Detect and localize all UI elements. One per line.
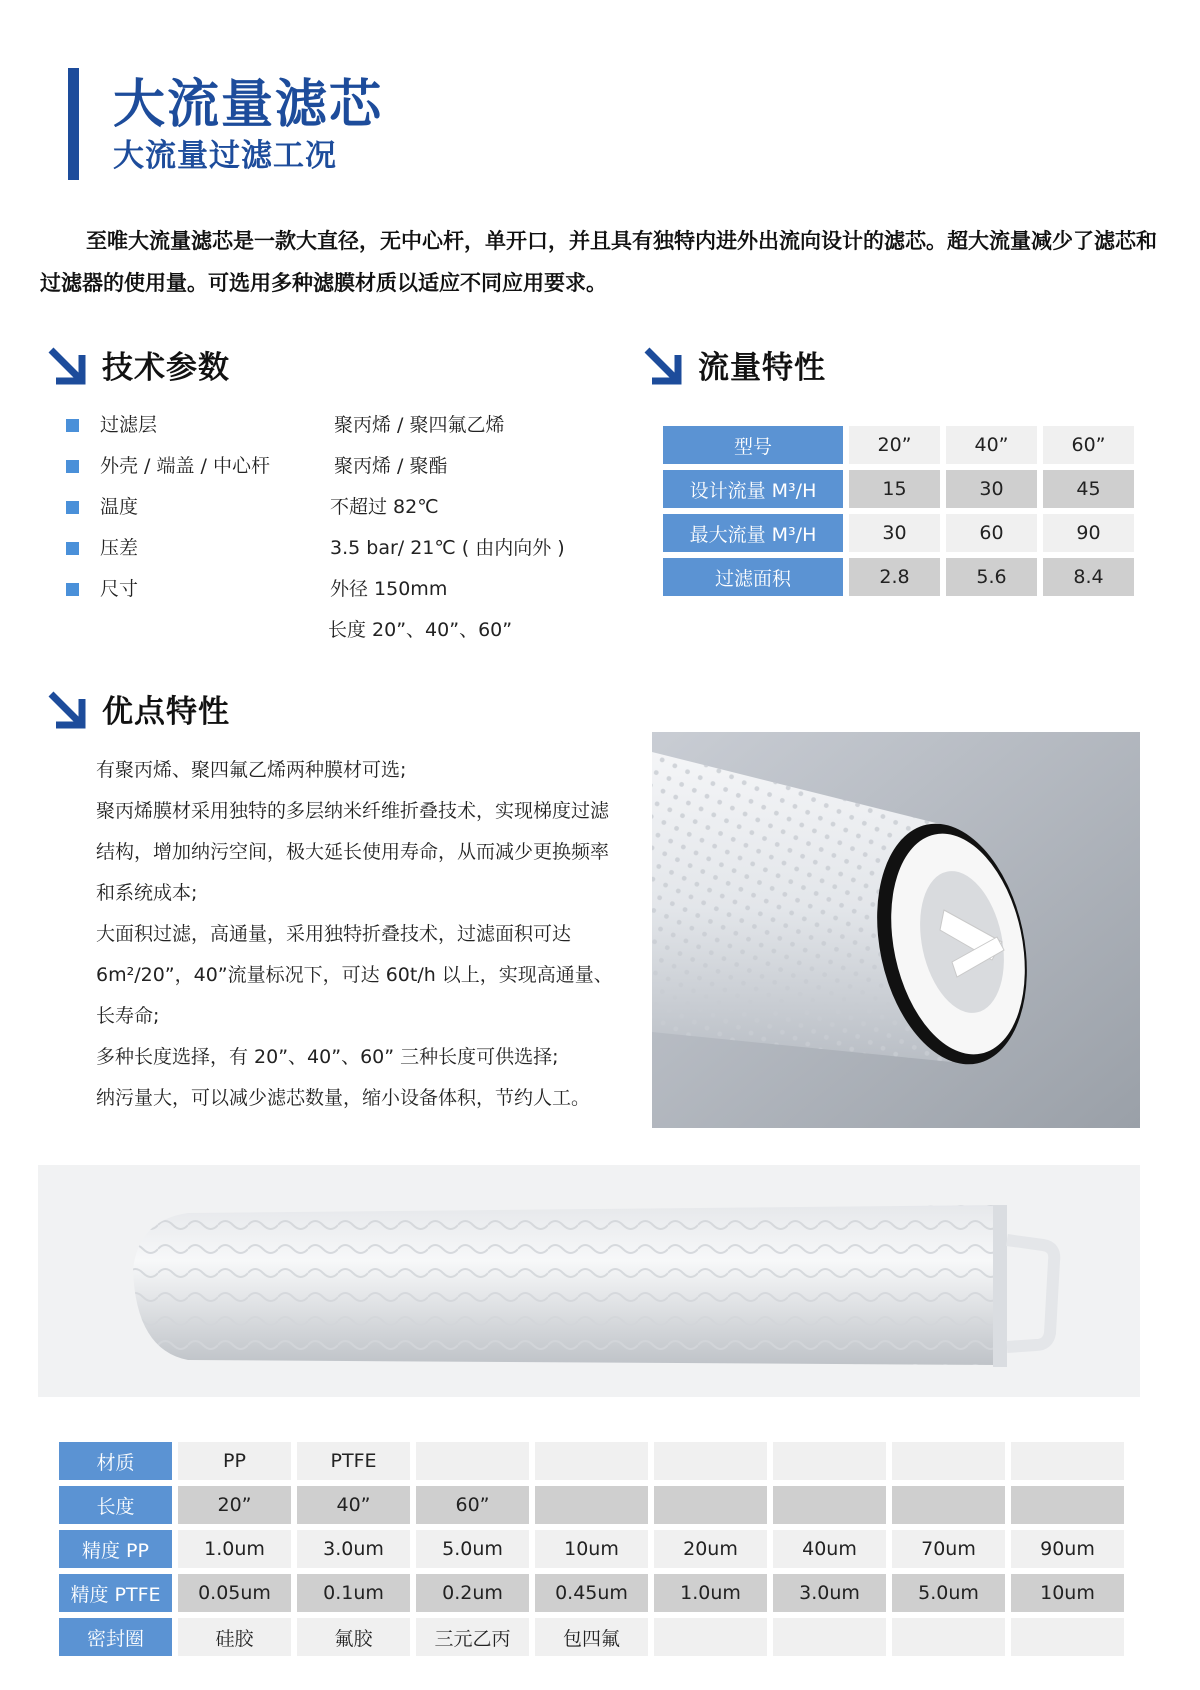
spec-row — [66, 451, 626, 481]
spec-key: 过滤层 — [100, 414, 158, 436]
advantage-item: 大面积过滤，高通量，采用独特折叠技术，过滤面积可达6m²/20”，40”流量标况下，可达 60t/h 以上，实现高通量、长寿命; — [96, 923, 613, 1027]
table-row — [59, 1574, 1124, 1612]
specification-table — [53, 1436, 1130, 1662]
table-cell: 60” — [1043, 426, 1134, 464]
row-header: 设计流量 M³/H — [663, 470, 843, 508]
spec-key: 外壳 / 端盖 / 中心杆 — [100, 455, 270, 477]
table-cell: 氟胶 — [297, 1618, 410, 1656]
table-cell: 硅胶 — [178, 1618, 291, 1656]
table-cell: 45 — [1043, 470, 1134, 508]
table-cell — [773, 1486, 886, 1524]
table-cell: 90 — [1043, 514, 1134, 552]
table-cell — [654, 1486, 767, 1524]
advantage-item: 聚丙烯膜材采用独特的多层纳米纤维折叠技术，实现梯度过滤结构，增加纳污空间，极大延长使用寿命，从而减少更换频率和系统成本; — [96, 800, 610, 904]
row-header: 过滤面积 — [663, 558, 843, 596]
long-filter-cartridge-photo — [38, 1165, 1140, 1397]
table-cell: PTFE — [297, 1442, 410, 1480]
spec-row — [66, 492, 626, 522]
table-cell: 1.0um — [654, 1574, 767, 1612]
table-cell: PP — [178, 1442, 291, 1480]
table-cell: 2.8 — [849, 558, 940, 596]
table-cell — [654, 1442, 767, 1480]
table-cell — [773, 1442, 886, 1480]
arrow-down-right-icon — [642, 345, 682, 385]
table-cell: 10um — [1011, 1574, 1124, 1612]
spec-row — [66, 574, 626, 604]
table-cell: 90um — [1011, 1530, 1124, 1568]
table-cell: 60 — [946, 514, 1037, 552]
table-row — [59, 1618, 1124, 1656]
table-cell — [773, 1618, 886, 1656]
table-cell: 3.0um — [773, 1574, 886, 1612]
filter-cartridge-photo — [652, 732, 1140, 1128]
row-header: 密封圈 — [59, 1618, 172, 1656]
table-row — [663, 558, 1134, 596]
table-cell: 40” — [946, 426, 1037, 464]
table-cell: 20um — [654, 1530, 767, 1568]
table-cell: 40” — [297, 1486, 410, 1524]
table-cell: 30 — [946, 470, 1037, 508]
table-cell: 0.05um — [178, 1574, 291, 1612]
section-advantages-label: 优点特性 — [102, 694, 230, 730]
section-tech-label: 技术参数 — [102, 350, 230, 386]
table-cell: 三元乙丙 — [416, 1618, 529, 1656]
table-cell: 40um — [773, 1530, 886, 1568]
spec-value: 长度 20”、40”、60” — [328, 619, 513, 641]
table-cell: 10um — [535, 1530, 648, 1568]
table-cell: 30 — [849, 514, 940, 552]
table-cell — [892, 1618, 1005, 1656]
row-header: 长度 — [59, 1486, 172, 1524]
row-header: 最大流量 M³/H — [663, 514, 843, 552]
square-bullet-icon — [66, 419, 79, 432]
section-flow-label: 流量特性 — [698, 350, 826, 386]
advantage-item: 有聚丙烯、聚四氟乙烯两种膜材可选; — [96, 759, 407, 781]
section-advantages-heading — [46, 686, 230, 731]
square-bullet-icon — [66, 542, 79, 555]
table-cell: 20” — [849, 426, 940, 464]
page-subtitle: 大流量过滤工况 — [113, 138, 337, 174]
table-cell — [416, 1442, 529, 1480]
table-cell — [892, 1486, 1005, 1524]
table-cell — [535, 1442, 648, 1480]
spec-value: 3.5 bar/ 21℃ ( 由内向外 ) — [330, 537, 565, 559]
section-tech-heading — [46, 342, 230, 387]
table-row — [59, 1486, 1124, 1524]
square-bullet-icon — [66, 460, 79, 473]
row-header: 型号 — [663, 426, 843, 464]
table-cell: 0.45um — [535, 1574, 648, 1612]
spec-row — [66, 615, 626, 645]
table-cell: 3.0um — [297, 1530, 410, 1568]
advantage-item: 纳污量大，可以减少滤芯数量，缩小设备体积，节约人工。 — [96, 1087, 591, 1109]
table-cell — [892, 1442, 1005, 1480]
flow-characteristics-table — [657, 420, 1140, 602]
table-cell: 5.0um — [892, 1574, 1005, 1612]
table-cell — [1011, 1442, 1124, 1480]
table-cell: 8.4 — [1043, 558, 1134, 596]
table-cell: 0.2um — [416, 1574, 529, 1612]
spec-value: 聚丙烯 / 聚酯 — [334, 455, 448, 477]
table-cell: 1.0um — [178, 1530, 291, 1568]
spec-key: 尺寸 — [100, 578, 139, 600]
table-cell: 15 — [849, 470, 940, 508]
table-row — [663, 470, 1134, 508]
advantage-item: 多种长度选择，有 20”、40”、60” 三种长度可供选择; — [96, 1046, 559, 1068]
arrow-down-right-icon — [46, 345, 86, 385]
table-row — [59, 1442, 1124, 1480]
table-cell — [654, 1618, 767, 1656]
table-cell — [535, 1486, 648, 1524]
table-cell: 70um — [892, 1530, 1005, 1568]
table-cell — [1011, 1486, 1124, 1524]
table-cell: 0.1um — [297, 1574, 410, 1612]
section-flow-heading — [642, 342, 826, 387]
spec-key: 压差 — [100, 537, 139, 559]
row-header: 材质 — [59, 1442, 172, 1480]
intro-paragraph: 至唯大流量滤芯是一款大直径，无中心杆，单开口，并且具有独特内进外出流向设计的滤芯。超大流量减少了滤芯和过滤器的使用量。可选用多种滤膜材质以适应不同应用要求。 — [40, 229, 1157, 295]
table-row — [663, 426, 1134, 464]
table-row — [59, 1530, 1124, 1568]
spec-value: 外径 150mm — [330, 578, 448, 600]
row-header: 精度 PTFE — [59, 1574, 172, 1612]
square-bullet-icon — [66, 501, 79, 514]
arrow-down-right-icon — [46, 689, 86, 729]
table-cell: 5.6 — [946, 558, 1037, 596]
spec-value: 不超过 82℃ — [330, 496, 439, 518]
spec-key: 温度 — [100, 496, 139, 518]
page-title: 大流量滤芯 — [113, 75, 384, 135]
square-bullet-icon — [66, 583, 79, 596]
spec-value: 聚丙烯 / 聚四氟乙烯 — [334, 414, 505, 436]
table-cell: 包四氟 — [535, 1618, 648, 1656]
spec-row — [66, 410, 626, 440]
row-header: 精度 PP — [59, 1530, 172, 1568]
table-cell: 60” — [416, 1486, 529, 1524]
table-cell — [1011, 1618, 1124, 1656]
title-accent-bar — [68, 68, 79, 180]
table-row — [663, 514, 1134, 552]
spec-row — [66, 533, 626, 563]
table-cell: 5.0um — [416, 1530, 529, 1568]
table-cell: 20” — [178, 1486, 291, 1524]
advantages-text — [96, 750, 616, 1119]
